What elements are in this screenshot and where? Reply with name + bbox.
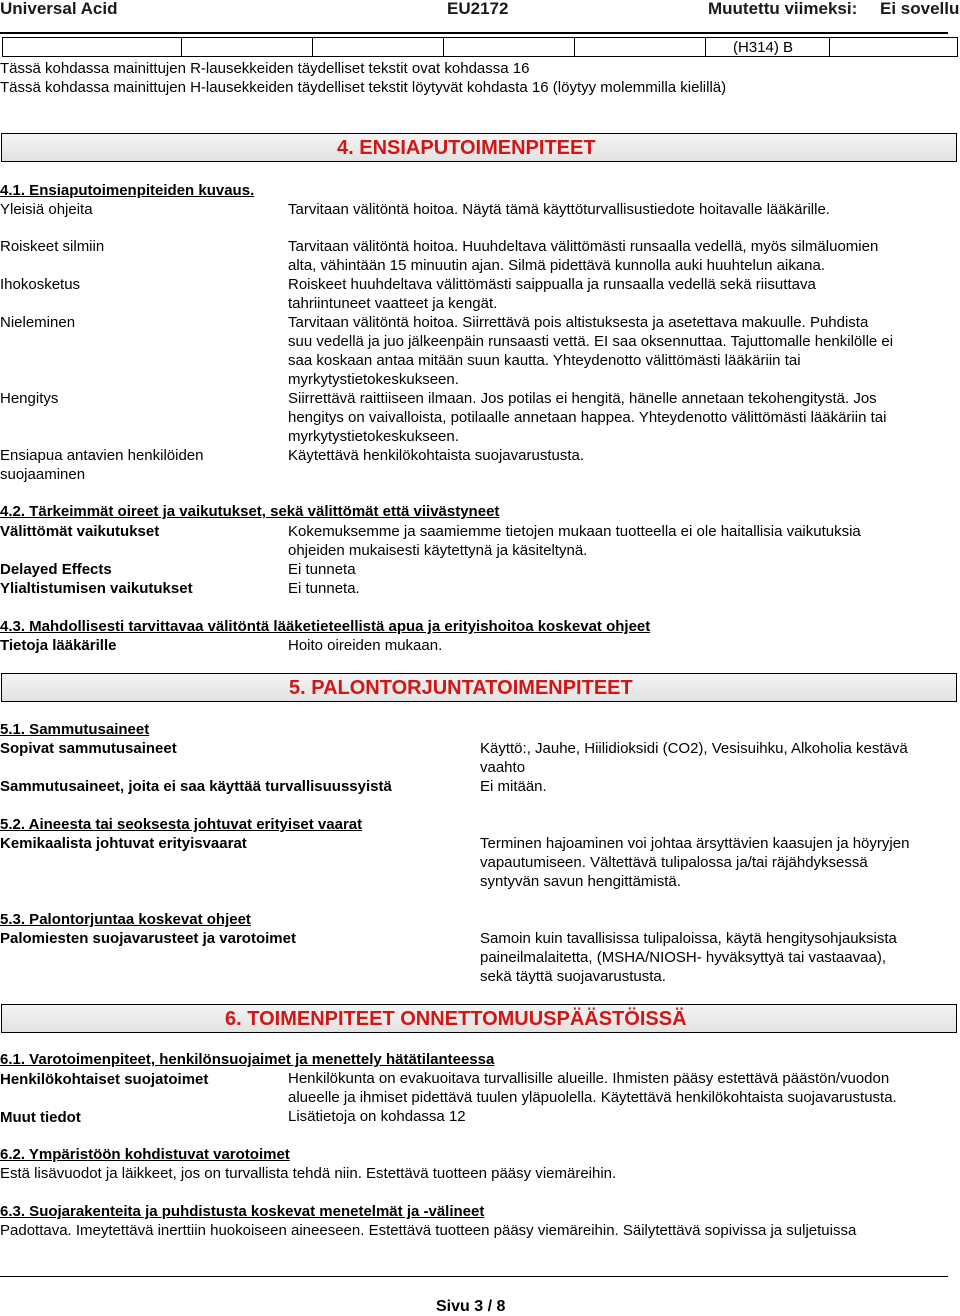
text-chemical-hazards: syntyvän savun hengittämistä. xyxy=(480,873,681,890)
text-firefighters: Samoin kuin tavallisissa tulipaloissa, käytä hengitysohjauksista xyxy=(480,930,897,947)
text-containment: Padottava. Imeytettävä inerttiin huokoiseen aineeseen. Estettävä tuotteen pääsy viemäreihin. Säilytettävä sopivissa ja suljetuissa xyxy=(0,1222,857,1239)
label-chemical-hazards: Kemikaalista johtuvat erityisvaarat xyxy=(0,835,247,852)
text-first-aiders: Käytettävä henkilökohtaista suojavarustusta. xyxy=(288,447,585,464)
label-other-info: Muut tiedot xyxy=(0,1109,81,1126)
text-overexposure: Ei tunneta. xyxy=(288,580,360,597)
label-immediate: Välittömät vaikutukset xyxy=(0,523,160,540)
subsection-4-1: 4.1. Ensiaputoimenpiteiden kuvaus. xyxy=(0,182,255,199)
text-chemical-hazards: Terminen hajoaminen voi johtaa ärsyttävien kaasujen ja höyryjen xyxy=(480,835,910,852)
subsection-4-2: 4.2. Tärkeimmät oireet ja vaikutukset, sekä välittömät että viivästyneet xyxy=(0,503,500,520)
label-eyes: Roiskeet silmiin xyxy=(0,238,105,255)
label-first-aiders: Ensiapua antavien henkilöiden xyxy=(0,447,204,464)
text-inhalation: myrkytystietokeskukseen. xyxy=(288,428,459,445)
section-5-title: 5. PALONTORJUNTATOIMENPITEET xyxy=(289,677,633,699)
text-eyes: alta, vähintään 15 minuutin ajan. Silmä pidettävä kunnolla auki huuhtelun aikana. xyxy=(288,257,826,274)
label-personal-precautions: Henkilökohtaiset suojatoimet xyxy=(0,1071,209,1088)
text-inhalation: Siirrettävä raittiiseen ilmaan. Jos potilas ei hengitä, hänelle annetaan tekohengitystä. Jos xyxy=(288,390,877,407)
text-ingestion: suu vedellä ja juo jälkeenpäin runsaasti vettä. EI saa oksennuttaa. Tajuttomalle henkilölle ei xyxy=(288,333,894,350)
footer-rule xyxy=(0,1276,948,1277)
table-cell xyxy=(181,37,313,57)
text-personal-precautions: Henkilökunta on evakuoitava turvallisille alueille. Ihmisten pääsy estettävä päästön/vuodon xyxy=(288,1070,890,1087)
table-cell xyxy=(574,37,706,57)
hazard-code: (H314) B xyxy=(733,39,794,56)
subsection-5-3: 5.3. Palontorjuntaa koskevat ohjeet xyxy=(0,911,251,928)
text-skin: tahriintuneet vaatteet ja kengät. xyxy=(288,295,498,312)
text-firefighters: paineilmalaitetta, (MSHA/NIOSH- hyväksyttyä tai vastaavaa), xyxy=(480,949,886,966)
label-doctor: Tietoja lääkärille xyxy=(0,637,117,654)
label-unsuitable-media: Sammutusaineet, joita ei saa käyttää turvallisuussyistä xyxy=(0,778,392,795)
h-phrases-note: Tässä kohdassa mainittujen H-lausekkeiden täydelliset tekstit löytyvät kohdasta 16 (löytyy molemmilla kielillä) xyxy=(0,79,727,96)
product-code: EU2172 xyxy=(447,0,509,18)
section-6-title: 6. TOIMENPITEET ONNETTOMUUSPÄÄSTÖISSÄ xyxy=(225,1008,687,1030)
label-firefighters: Palomiesten suojavarusteet ja varotoimet xyxy=(0,930,296,947)
subsection-5-2: 5.2. Aineesta tai seoksesta johtuvat erityiset vaarat xyxy=(0,816,363,833)
text-ingestion: saa koskaan antaa mitään suun kautta. Yhteydenotto välittömästi lääkäriin tai xyxy=(288,352,801,369)
table-cell xyxy=(2,37,182,57)
label-first-aiders: suojaaminen xyxy=(0,466,86,483)
text-ingestion: myrkytystietokeskukseen. xyxy=(288,371,459,388)
revised-label: Muutettu viimeksi: xyxy=(708,0,858,18)
r-phrases-note: Tässä kohdassa mainittujen R-lausekkeiden täydelliset tekstit ovat kohdassa 16 xyxy=(0,60,530,77)
revised-value: Ei sovellu xyxy=(880,0,960,18)
product-name: Universal Acid xyxy=(0,0,118,18)
text-other-info: Lisätietoja on kohdassa 12 xyxy=(288,1108,466,1125)
text-doctor: Hoito oireiden mukaan. xyxy=(288,637,443,654)
label-overexposure: Ylialtistumisen vaikutukset xyxy=(0,580,193,597)
text-personal-precautions: alueelle ja ihmiset pidettävä tuulen yläpuolella. Käytettävä henkilökohtaista suojavarustusta. xyxy=(288,1089,897,1106)
table-cell xyxy=(312,37,444,57)
text-eyes: Tarvitaan välitöntä hoitoa. Huuhdeltava välittömästi runsaalla vedellä, myös silmäluomien xyxy=(288,238,879,255)
label-ingestion: Nieleminen xyxy=(0,314,76,331)
subsection-4-3: 4.3. Mahdollisesti tarvittavaa välitöntä lääketieteellistä apua ja erityishoitoa koskevat ohjeet xyxy=(0,618,651,635)
text-chemical-hazards: vapautumiseen. Vältettävä tulipalossa ja/tai räjähdyksessä xyxy=(480,854,868,871)
text-general: Tarvitaan välitöntä hoitoa. Näytä tämä käyttöturvallisustiedote hoitavalle lääkärille. xyxy=(288,201,830,218)
page-number: Sivu 3 / 8 xyxy=(436,1298,506,1315)
text-skin: Roiskeet huuhdeltava välittömästi saippualla ja runsaalla vedellä sekä riisuttava xyxy=(288,276,816,293)
text-environmental: Estä lisävuodot ja läikkeet, jos on turvallista tehdä niin. Estettävä tuotteen pääsy viemäreihin. xyxy=(0,1165,617,1182)
text-immediate: Kokemuksemme ja saamiemme tietojen mukaan tuotteella ei ole haitallisia vaikutuksia xyxy=(288,523,861,540)
table-cell xyxy=(443,37,575,57)
text-unsuitable-media: Ei mitään. xyxy=(480,778,547,795)
table-cell xyxy=(829,37,958,57)
subsection-6-1: 6.1. Varotoimenpiteet, henkilönsuojaimet ja menettely hätätilanteessa xyxy=(0,1051,495,1068)
label-delayed: Delayed Effects xyxy=(0,561,112,578)
text-ingestion: Tarvitaan välitöntä hoitoa. Siirrettävä pois altistuksesta ja asetettava makuulle. Puhdista xyxy=(288,314,869,331)
text-suitable-media: vaahto xyxy=(480,759,526,776)
subsection-5-1: 5.1. Sammutusaineet xyxy=(0,721,150,738)
section-4-title: 4. ENSIAPUTOIMENPITEET xyxy=(337,137,596,159)
subsection-6-3: 6.3. Suojarakenteita ja puhdistusta koskevat menetelmät ja -välineet xyxy=(0,1203,485,1220)
text-immediate: ohjeiden mukaisesti käytettynä ja käsiteltynä. xyxy=(288,542,588,559)
subsection-6-2: 6.2. Ympäristöön kohdistuvat varotoimet xyxy=(0,1146,290,1163)
header-rule xyxy=(0,32,948,34)
label-skin: Ihokosketus xyxy=(0,276,81,293)
label-general: Yleisiä ohjeita xyxy=(0,201,93,218)
text-delayed: Ei tunneta xyxy=(288,561,356,578)
label-inhalation: Hengitys xyxy=(0,390,59,407)
text-inhalation: hengitys on vaivalloista, potilaalle annetaan happea. Yhteydenotto välittömästi lääkäriin tai xyxy=(288,409,887,426)
text-firefighters: sekä täyttä suojavarustusta. xyxy=(480,968,666,985)
text-suitable-media: Käyttö:, Jauhe, Hiilidioksidi (CO2), Vesisuihku, Alkoholia kestävä xyxy=(480,740,908,757)
label-suitable-media: Sopivat sammutusaineet xyxy=(0,740,177,757)
